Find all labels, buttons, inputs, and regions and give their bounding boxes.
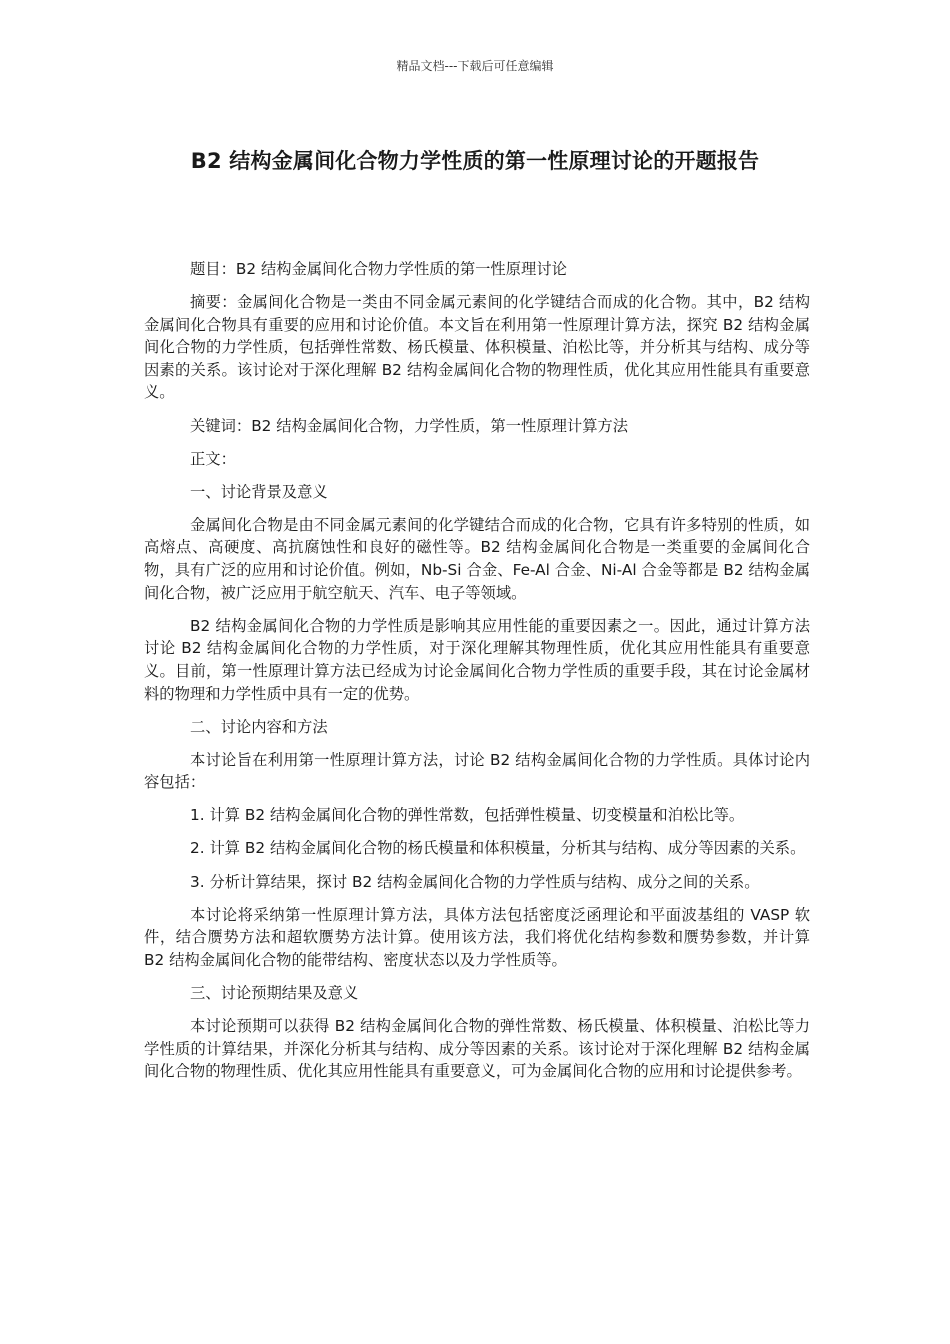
document-title: B2 结构金属间化合物力学性质的第一性原理讨论的开题报告 [190,149,760,173]
background-paragraph-2: B2 结构金属间化合物的力学性质是影响其应用性能的重要因素之一。因此，通过计算方法讨论 B2 结构金属间化合物的力学性质，对于深化理解其物理性质，优化其应用性能具有重要意义。目前，第一性原理计算方法已经成为讨论金属间化合物力学性质的重要手段，其在讨论金属材料的物理和力学性质中具有一定的优势。 [144,616,810,703]
section-heading-methods: 二、讨论内容和方法 [190,717,328,736]
section-heading-background: 一、讨论背景及意义 [190,482,328,501]
document-body [144,258,810,1093]
expected-results-paragraph: 本讨论预期可以获得 B2 结构金属间化合物的弹性常数、杨氏模量、体积模量、泊松比等力学性质的计算结果，并深化分析其与结构、成分等因素的关系。该讨论对于深化理解 B2 结构金属间化合物的物理性质、优化其应用性能具有重要意义，可为金属间化合物的应用和讨论提供参考。 [144,1017,810,1081]
methods-item-3: 3. 分析计算结果，探讨 B2 结构金属间化合物的力学性质与结构、成分之间的关系。 [190,872,760,891]
abstract-paragraph: 摘要：金属间化合物是一类由不同金属元素间的化学键结合而成的化合物。其中，B2 结构金属间化合物具有重要的应用和讨论价值。本文旨在利用第一性原理计算方法，探究 B2 结构金属间化合物的力学性质，包括弹性常数、杨氏模量、体积模量、泊松比等，并分析其与结构、成分等因素的关系。该讨论对于深化理解 B2 结构金属间化合物的物理性质，优化其应用性能具有重要意义。 [144,293,810,402]
background-paragraph-1: 金属间化合物是由不同金属元素间的化学键结合而成的化合物，它具有许多特别的性质，如高熔点、高硬度、高抗腐蚀性和良好的磁性等。B2 结构金属间化合物是一类重要的金属间化合物，具有广泛的应用和讨论价值。例如，Nb-Si 合金、Fe-Al 合金、Ni-Al 合金等都是 B2 结构金属间化合物，被广泛应用于航空航天、汽车、电子等领域。 [144,515,810,602]
methods-item-1: 1. 计算 B2 结构金属间化合物的弹性常数，包括弹性模量、切变模量和泊松比等。 [190,806,745,825]
methods-approach-paragraph: 本讨论将采纳第一性原理计算方法，具体方法包括密度泛函理论和平面波基组的 VASP 软件，结合赝势方法和超软赝势方法计算。使用该方法，我们将优化结构参数和赝势参数，并计算 B2 结构金属间化合物的能带结构、密度状态以及力学性质等。 [144,905,810,969]
subject-line: 题目：B2 结构金属间化合物力学性质的第一性原理讨论 [190,260,567,278]
methods-item-2: 2. 计算 B2 结构金属间化合物的杨氏模量和体积模量，分析其与结构、成分等因素的关系。 [190,839,806,858]
methods-intro-paragraph: 本讨论旨在利用第一性原理计算方法，讨论 B2 结构金属间化合物的力学性质。具体讨论内容包括： [144,750,810,792]
body-label: 正文： [190,449,236,468]
page-header-watermark: 精品文档---下载后可任意编辑 [396,59,554,73]
keywords-line: 关键词：B2 结构金属间化合物，力学性质，第一性原理计算方法 [190,416,629,435]
section-heading-expected-results: 三、讨论预期结果及意义 [190,983,359,1002]
